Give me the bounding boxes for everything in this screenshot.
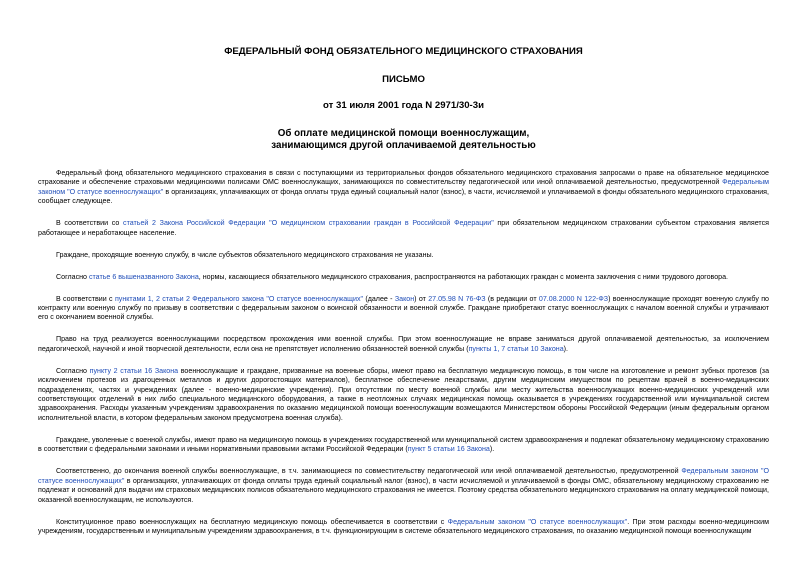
subject-line-2: занимающимся другой оплачиваемой деятельностью	[271, 140, 536, 151]
legal-reference-link[interactable]: Федеральным законом "О статусе военнослужащих"	[38, 467, 769, 485]
paragraph-text: ) от	[414, 294, 429, 303]
paragraph	[38, 467, 769, 505]
paragraph-text: Конституционное право военнослужащих на бесплатную медицинскую помощь обеспечивается в соответствии с	[56, 517, 448, 526]
document-subject	[38, 128, 769, 152]
legal-reference-link[interactable]: пункты 1, 7 статьи 10 Закона	[468, 344, 564, 353]
paragraph	[38, 335, 769, 354]
legal-reference-link[interactable]: пункт 5 статьи 16 Закона	[407, 445, 490, 454]
paragraph	[38, 219, 769, 238]
paragraph-text: Федеральный фонд обязательного медицинского страхования в связи с поступающими из территориальных фондов обязательного медицинского страхования запросами о праве на обязательное медицинское страхование и обеспечение страховыми медицинскими полисами ОМС военнослужащих, занимающихся по совместительству педагогической или иной оплачиваемой деятельностью, предусмотренной	[38, 169, 769, 187]
paragraph-text: Соответственно, до окончания военной службы военнослужащие, в т.ч. занимающиеся по совместительству педагогической или иной оплачиваемой деятельностью, предусмотренной	[56, 467, 682, 476]
paragraph-text: военнослужащие и граждане, призванные на военные сборы, имеют право на бесплатную медицинскую помощь, в том числе на изготовление и ремонт зубных протезов (за исключением протезов из драгоценных металлов и других дорогостоящих материалов), бесплатное обеспечение лекарствами, другим медицинским имуществом по рецептам врачей в военно-медицинских подразделениях, частях и учреждениях (далее - военно-медицинские учреждения). При отсутствии по месту военной службы или месту жительства военнослужащих военно-медицинских учреждений или соответствующих отделений в них либо специального медицинского оборудования, а также в неотложных случаях медицинская помощь оказывается в учреждениях государственной или муниципальной систем здравоохранения. Расходы указанным учреждениям здравоохранения по оказанию медицинской помощи военнослужащим возмещаются Министерством обороны Российской Федерации (иным федеральным органом исполнительной власти, в котором федеральным законом предусмотрена военная служба).	[38, 366, 770, 422]
paragraph-text: ) военнослужащие проходят военную службу по контракту или военную службу по призыву в соответствии с федеральным законом о воинской обязанности и военной службе. Граждане приобретают статус военнослужащих с началом военной службы и утрачивают его с окончанием военной службы.	[38, 294, 769, 322]
legal-reference-link[interactable]: Федеральным законом "О статусе военнослужащих"	[38, 178, 769, 196]
legal-reference-link[interactable]: пунктами 1, 2 статьи 2 Федерального закона "О статусе военнослужащих"	[114, 294, 364, 303]
paragraph	[38, 273, 769, 282]
paragraph-text: ).	[563, 344, 568, 353]
document-date-number: от 31 июля 2001 года N 2971/30-3и	[323, 100, 484, 111]
paragraph-text: в организациях, уплачивающих от фонда оплаты труда единый социальный налог (взнос), в части, исчисляемой и уплачиваемой в фонды обязательного медицинского страхования, сообщает следующее.	[38, 187, 769, 206]
legal-reference-link[interactable]: 07.08.2000 N 122-ФЗ	[538, 294, 609, 303]
paragraph-text: В соответствии со	[56, 219, 124, 228]
paragraph-text: при обязательном медицинском страховании субъектом страхования является работающее и неработающее население.	[38, 219, 769, 237]
subject-line-1: Об оплате медицинской помощи военнослужащим,	[277, 128, 530, 139]
legal-reference-link[interactable]: Закон	[394, 294, 415, 303]
paragraph-text: (в редакции от	[485, 294, 539, 303]
paragraph-text: В соответствии с	[56, 294, 115, 303]
paragraph	[38, 518, 769, 537]
paragraph	[38, 169, 769, 207]
document-body	[38, 169, 769, 536]
paragraph	[38, 436, 769, 455]
paragraph-text: Граждане, проходящие военную службу, в числе субъектов обязательного медицинского страхования не указаны.	[56, 250, 434, 259]
paragraph	[38, 295, 769, 323]
paragraph	[38, 367, 769, 423]
legal-reference-link[interactable]: 27.05.98 N 76-ФЗ	[428, 294, 486, 303]
paragraph-text: ).	[489, 445, 495, 454]
paragraph-text: Согласно	[56, 366, 90, 375]
legal-reference-link[interactable]: Федеральным законом "О статусе военнослужащих"	[447, 517, 628, 526]
paragraph-text: Право на труд реализуется военнослужащими посредством прохождения ими военной службы. При этом военнослужащие не вправе заниматься другой оплачиваемой деятельностью, за исключением педагогической, научной и иной творческой деятельности, если она не препятствует исполнению обязанностей военной службы (	[38, 335, 769, 353]
paragraph-text: , нормы, касающиеся обязательного медицинского страхования, распространяются на работающих граждан с момента заключения с ними трудового договора.	[198, 272, 729, 281]
paragraph-text: Граждане, уволенные с военной службы, имеют право на медицинскую помощь в учреждениях государственной или муниципальной систем здравоохранения и подлежат обязательному медицинскому страхованию в соответствии с федеральными законами и иными нормативными правовыми актами Российской Федерации (	[38, 435, 769, 454]
paragraph-text: . При этом расходы военно-медицинским учреждениям, государственным и муниципальным учреждениям здравоохранения, в т.ч. функционирующим в системе обязательного медицинского страхования, по оказанию медицинской помощи военнослужащим	[38, 517, 770, 535]
legal-reference-link[interactable]: статьей 2 Закона Российской Федерации "О медицинском страховании граждан в Российской Федерации"	[123, 219, 494, 228]
paragraph	[38, 251, 769, 260]
legal-reference-link[interactable]: пункту 2 статьи 16 Закона	[89, 366, 179, 375]
paragraph-text: в организациях, уплачивающих от фонда оплаты труда единый социальный налог (взнос), в части исчисляемой и уплачиваемой в фонды ОМС, обязательному медицинскому страхованию не подлежат и оснований для выдачи им страховых медицинских полисов обязательного медицинского страхования не имеется. Поэтому средства обязательного медицинского страхования на оплату медицинской помощи, оказанной военнослужащим, не используются.	[38, 476, 769, 504]
legal-reference-link[interactable]: статье 6 вышеназванного Закона	[88, 272, 199, 281]
document-type-heading: ПИСЬМО	[382, 74, 425, 85]
paragraph-text: Согласно	[56, 272, 89, 281]
organization-heading: ФЕДЕРАЛЬНЫЙ ФОНД ОБЯЗАТЕЛЬНОГО МЕДИЦИНСКОГО СТРАХОВАНИЯ	[224, 46, 583, 57]
paragraph-text: (далее -	[363, 294, 395, 303]
